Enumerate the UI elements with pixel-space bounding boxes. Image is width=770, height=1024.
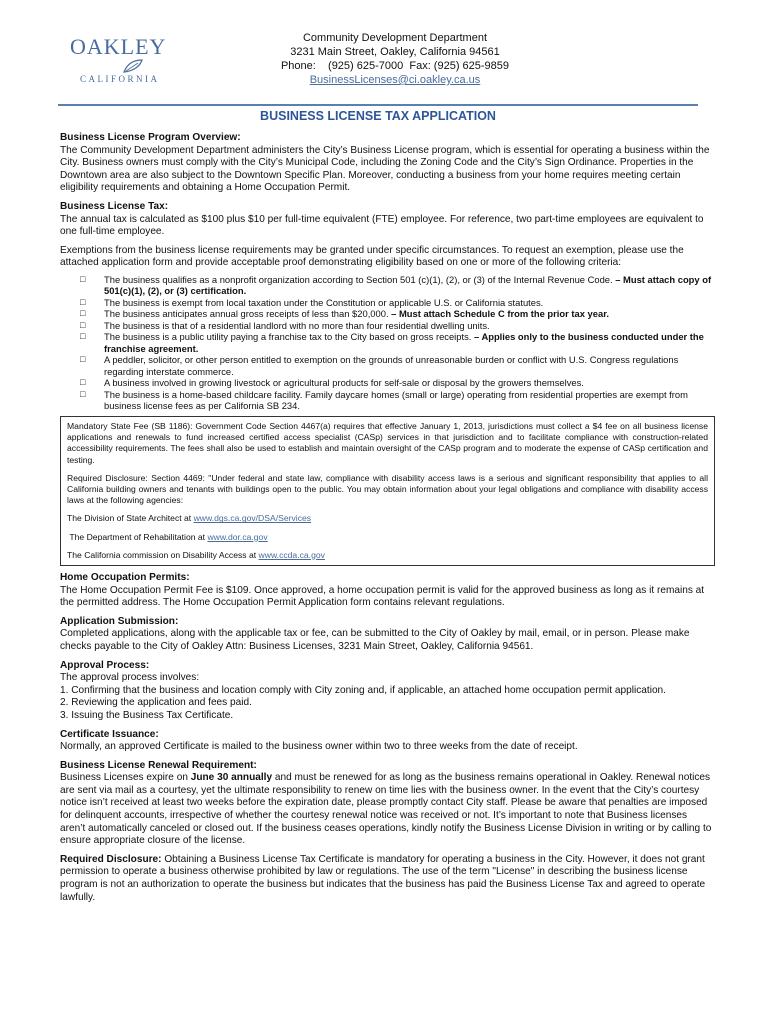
document-body: [60, 132, 715, 904]
checkbox-icon[interactable]: □: [80, 388, 86, 399]
logo-name: OAKLEY: [70, 34, 167, 59]
exemption-item: □ The business anticipates annual gross receipts of less than $20,000. – Must attach Schedule C from the prior tax year.: [80, 308, 609, 320]
checkbox-icon[interactable]: □: [80, 354, 86, 365]
dor-link[interactable]: www.dor.ca.gov: [207, 531, 268, 542]
renewal-text: Business Licenses expire on June 30 annually and must be renewed for as long as the business remains operational in Oakley. Renewal notices are sent via mail as a courtesy, yet the ultimate responsibility to renew on time lies with the business owner. In the event that the City’s courtesy notice isn’t received at least two weeks before the expiration date, please promptly contact City staff. Please be aware that penalties are imposed for delinquent accounts, irrespective of whether the courtesy renewal notice was received or not. It’s important to note that Business licenses aren’t automatically canceled or closed out. If the business ceases operations, kindly notify the Business License Division in writing or by calling to ensure appropriate closure of the license.: [60, 772, 712, 847]
oak-leaf-icon: [122, 58, 144, 74]
approval-intro: The approval process involves:: [60, 672, 200, 684]
renewal-heading: Business License Renewal Requirement:: [60, 759, 257, 771]
exemption-item: □ The business qualifies as a nonprofit organization according to Section 501 (c)(1), (2), or (3) of the Internal Revenue Code. – Must attach copy of 501(c)(1), (2), or (3) certification.: [80, 273, 712, 297]
exemption-criteria-list: [60, 274, 715, 412]
logo-sub: CALIFORNIA: [80, 74, 160, 84]
submission-heading: Application Submission:: [60, 615, 179, 627]
approval-step: 3. Issuing the Business Tax Certificate.: [60, 709, 234, 721]
page-title: BUSINESS LICENSE TAX APPLICATION: [260, 109, 496, 123]
exemptions-intro: Exemptions from the business license requirements may be granted under specific circumstances. To request an exemption, please use the attached application form and provide acceptable proof demonstrating eligibility based on one or more of the following criteria:: [60, 244, 684, 269]
certificate-text: Normally, an approved Certificate is mailed to the business owner within two to three weeks from the date of receipt.: [60, 741, 578, 753]
header-rule: [58, 104, 698, 106]
approval-step: 2. Reviewing the application and fees paid.: [60, 697, 252, 709]
ccda-link[interactable]: www.ccda.ca.gov: [258, 549, 325, 560]
sb1186-text: Mandatory State Fee (SB 1186): Government Code Section 4467(a) requires that effective January 1, 2013, jurisdictions must collect a $4 fee on all business license applications and renewals to fund increased certified access specialist (CASp) services in that jurisdiction and to facilitate compliance with construction-related accessibility requirements. The fees shall also be used to establish and maintain oversight of the CASp program and to moderate the expense of CASp certification and testing.: [67, 420, 708, 465]
overview-heading: Business License Program Overview:: [60, 132, 241, 143]
department-name: Community Development Department: [302, 32, 488, 44]
section-4469-text: Required Disclosure: Section 4469: "Under federal and state law, compliance with disability access laws is a serious and significant responsibility that applies to all California building owners and tenants with buildings open to the public. You may obtain information about your legal obligations and compliance with disability access laws at the following agencies:: [67, 472, 708, 506]
home-occupation-heading: Home Occupation Permits:: [60, 571, 190, 583]
department-address: 3231 Main Street, Oakley, California 94561: [290, 46, 500, 58]
certificate-heading: Certificate Issuance:: [60, 728, 159, 740]
exemption-item: □ The business is exempt from local taxation under the Constitution or applicable U.S. or California statutes.: [80, 296, 544, 308]
home-occupation-text: The Home Occupation Permit Fee is $109. Once approved, a home occupation permit is valid for the approved business as long as it remains at the permitted address. The Home Occupation Permit Application form contains relevant regulations.: [60, 584, 705, 609]
exemption-item: □ The business is that of a residential landlord with no more than four residential dwelling units.: [80, 319, 490, 331]
email-link[interactable]: BusinessLicenses@ci.oakley.ca.us: [309, 74, 481, 86]
approval-heading: Approval Process:: [60, 659, 150, 671]
agency-dor: The Department of Rehabilitation at www.dor.ca.gov: [69, 531, 268, 542]
phone-fax: Phone: (925) 625-7000 Fax: (925) 625-9859: [280, 60, 510, 72]
checkbox-icon[interactable]: □: [80, 377, 86, 388]
checkbox-icon[interactable]: □: [80, 319, 86, 330]
required-disclosure: Required Disclosure: Obtaining a Business License Tax Certificate is mandatory for operating a business in the City. However, it does not grant permission to operate a business otherwise prohibited by law or regulations. The use of the term "License" in describing the business license program is not an authorization to operate the business but indicates that the business has paid the Business License Tax and agreed to operate lawfully.: [60, 853, 706, 903]
overview-text: The Community Development Department administers the City’s Business License program, which is essential for operating a business within the City. Business owners must comply with the City’s Municipal Code, including the Zoning Code and the City’s Sign Ordinance. Properties in the Downtown area are also subject to the Downtown Specific Plan. Moreover, conducting a business from your home requires meeting certain eligibility requirements and obtaining a Home Occupation Permit.: [60, 144, 710, 194]
checkbox-icon[interactable]: □: [80, 273, 86, 284]
tax-text: The annual tax is calculated as $100 plus $10 per full-time equivalent (FTE) employee. For reference, two part-time employees are equivalent to one full-time employee.: [60, 213, 704, 238]
exemption-item: □ The business is a home-based childcare facility. Family daycare homes (small or large) operating from residential properties are exempt from business license fees as per California SB 234.: [80, 388, 688, 412]
casp-disclosure-box: [60, 416, 715, 566]
exemption-item: □ The business is a public utility paying a franchise tax to the City based on gross receipts. – Applies only to the business conducted under the franchise agreement.: [80, 331, 704, 354]
submission-text: Completed applications, along with the applicable tax or fee, can be submitted to the City of Oakley by mail, email, or in person. Please make checks payable to the City of Oakley Attn: Business Licenses, 3231 Main Street, Oakley, California 94561.: [60, 628, 690, 652]
agency-dsa: The Division of State Architect at www.dgs.ca.gov/DSA/Services: [67, 513, 312, 524]
exemption-item: □ A business involved in growing livestock or agricultural products for self-sale or disposal by the growers themselves.: [80, 377, 584, 389]
approval-steps: [60, 685, 715, 723]
agency-ccda: The California commission on Disability Access at www.ccda.ca.gov: [67, 549, 325, 560]
tax-heading: Business License Tax:: [60, 200, 169, 212]
dsa-link[interactable]: www.dgs.ca.gov/DSA/Services: [193, 513, 312, 524]
checkbox-icon[interactable]: □: [80, 296, 86, 307]
checkbox-icon[interactable]: □: [80, 331, 86, 342]
checkbox-icon[interactable]: □: [80, 308, 86, 319]
exemption-item: □ A peddler, solicitor, or other person entitled to exemption on the grounds of unreasonable burden or conflict with U.S. Congress regulations regarding interstate commerce.: [80, 354, 679, 377]
approval-step: 1. Confirming that the business and location comply with City zoning and, if applicable, an attached home occupation permit application.: [60, 684, 666, 696]
contact-block: [240, 31, 550, 87]
oakley-logo: [62, 30, 172, 90]
